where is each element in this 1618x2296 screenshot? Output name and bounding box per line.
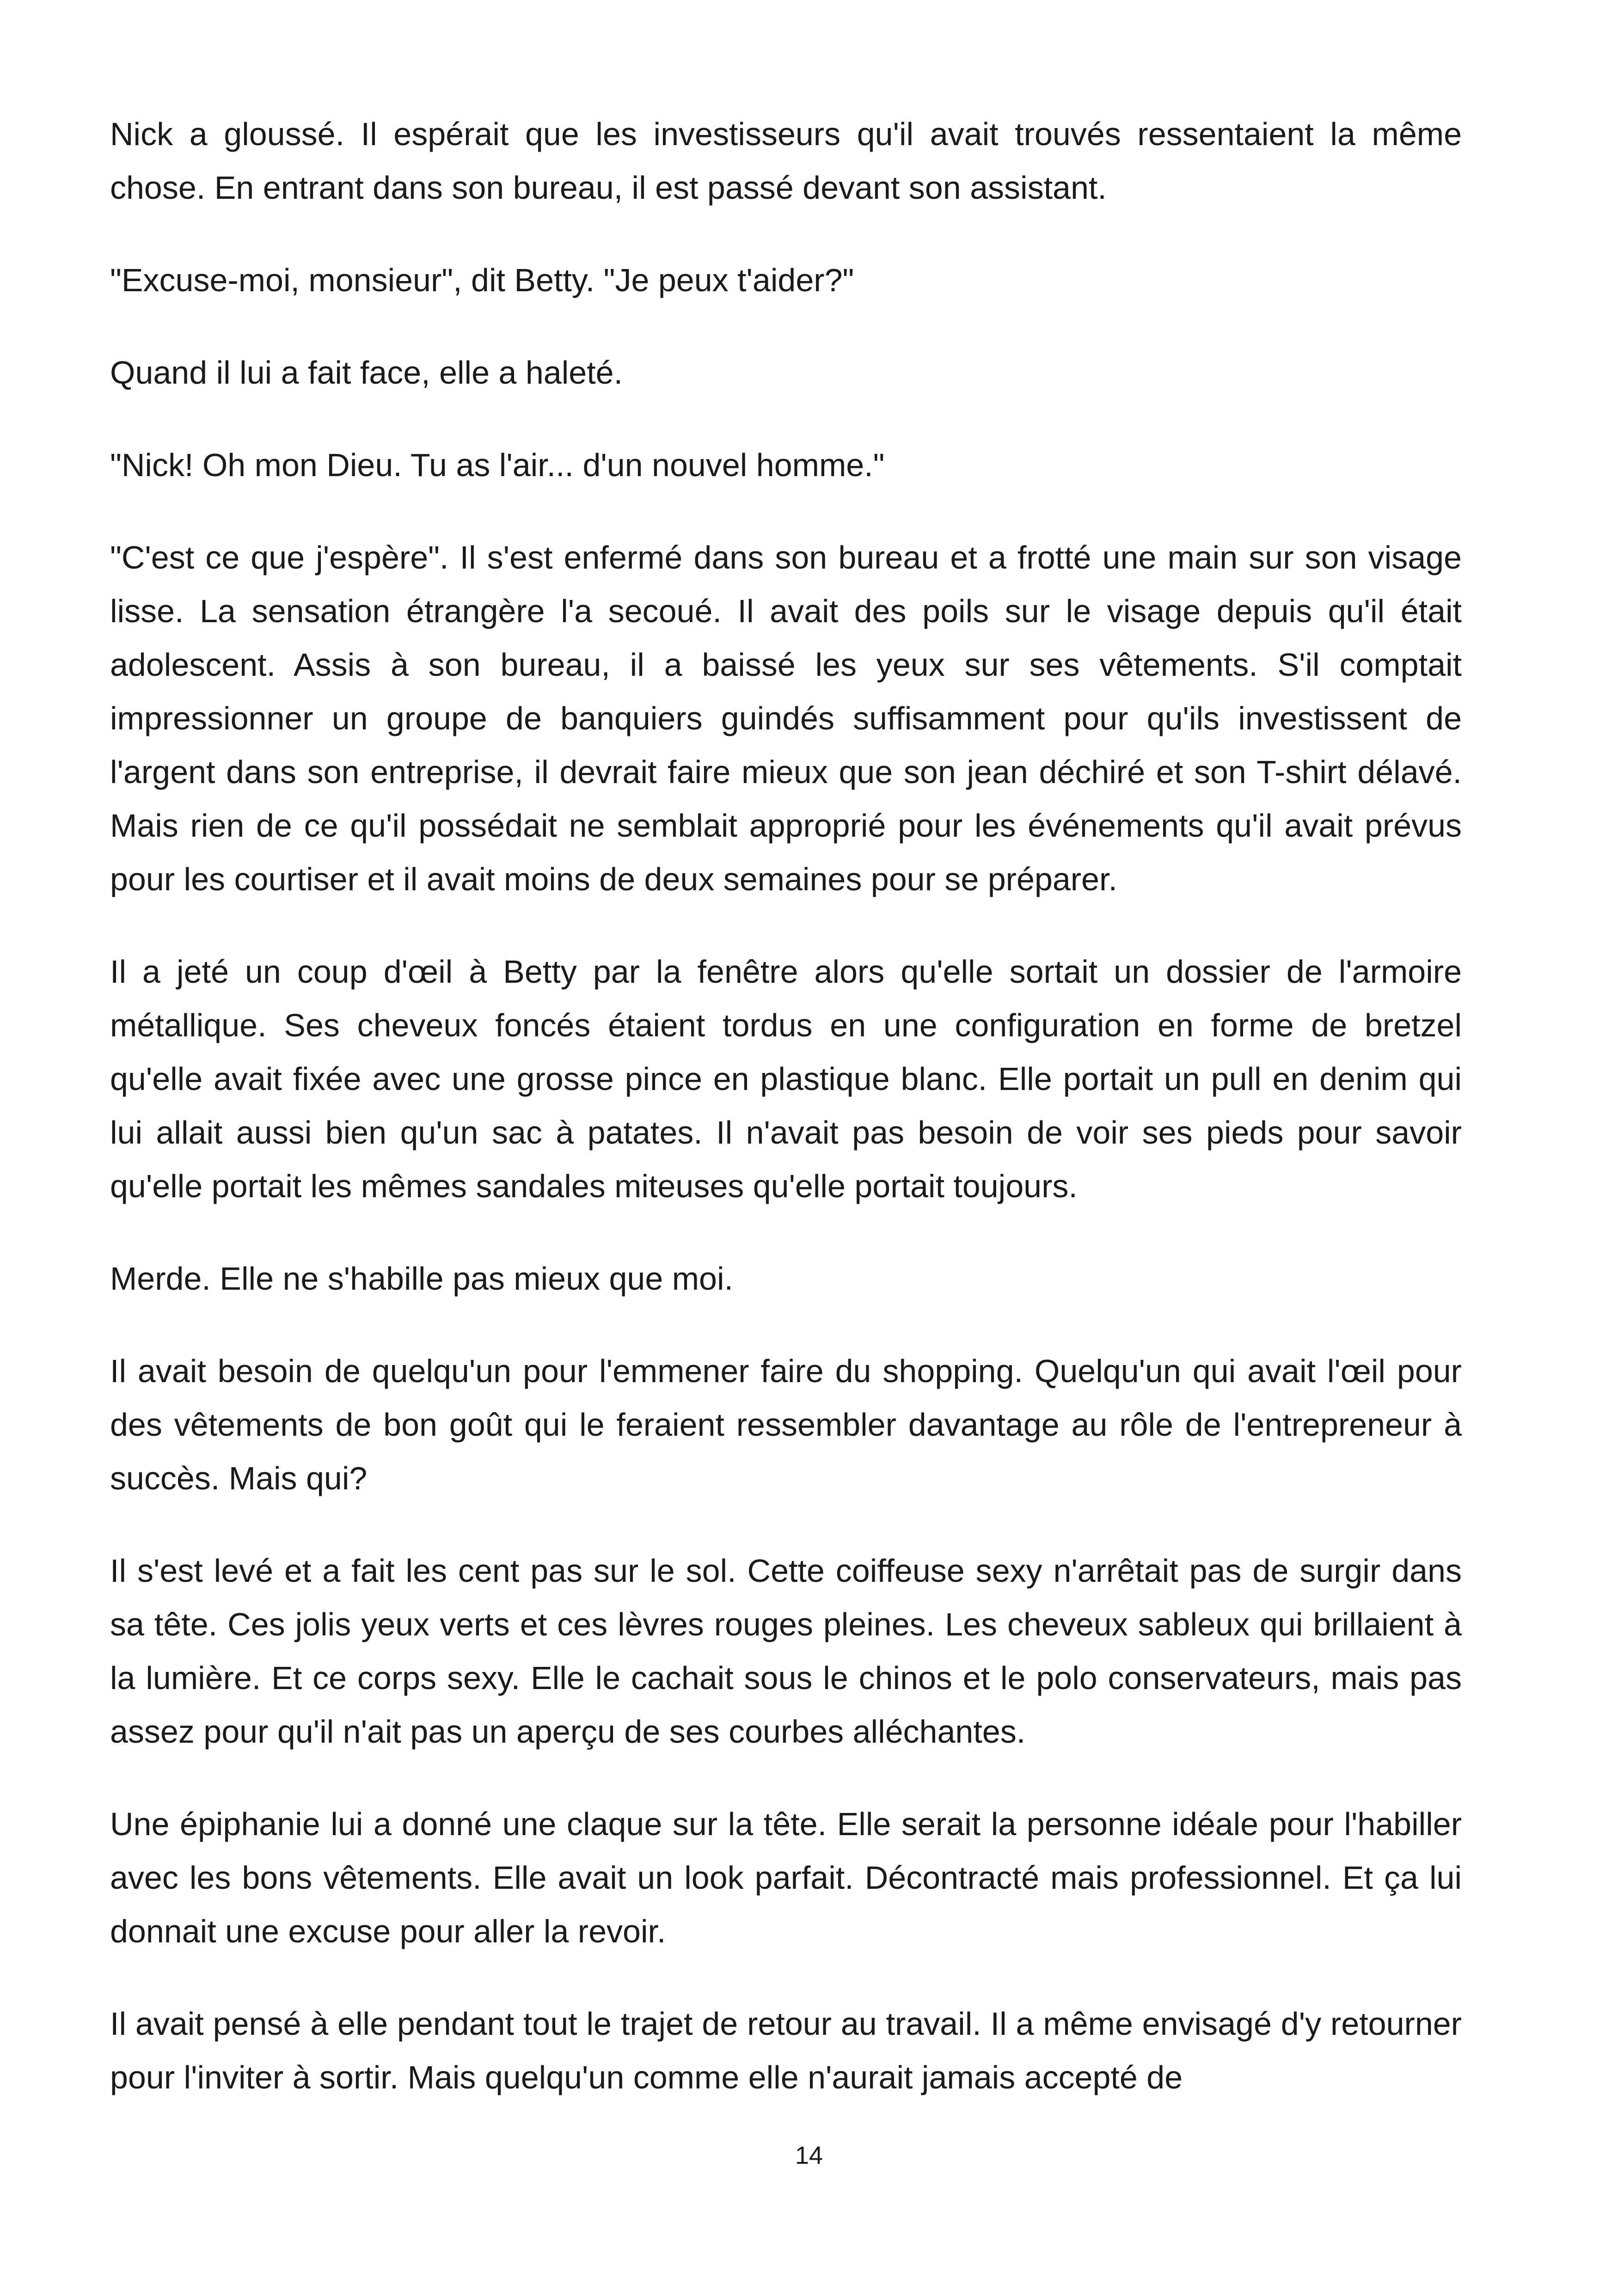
paragraph-3: Quand il lui a fait face, elle a haleté.	[110, 355, 623, 391]
paragraph-9: Il s'est levé et a fait les cent pas sur le sol. Cette coiffeuse sexy n'arrêtait pas de surgir dans sa tête. Ces jolis yeux verts et ces lèvres rouges pleines. Les cheveux sableux qui brillaient à la lumière. Et ce corps sexy. Elle le cachait sous le chinos et le polo conservateurs, mais pas assez pour qu'il n'ait pas un aperçu de ses courbes alléchantes.	[110, 1553, 1462, 1750]
paragraph-5: "C'est ce que j'espère". Il s'est enfermé dans son bureau et a frotté une main sur son visage lisse. La sensation étrangère l'a secoué. Il avait des poils sur le visage depuis qu'il était adolescent. Assis à son bureau, il a baissé les yeux sur ses vêtements. S'il comptait impressionner un groupe de banquiers guindés suffisamment pour qu'ils investissent de l'argent dans son entreprise, il devrait faire mieux que son jean déchiré et son T-shirt délavé. Mais rien de ce qu'il possédait ne semblait approprié pour les événements qu'il avait prévus pour les courtiser et il avait moins de deux semaines pour se préparer.	[110, 539, 1462, 897]
paragraph-1: Nick a gloussé. Il espérait que les investisseurs qu'il avait trouvés ressentaient la même chose. En entrant dans son bureau, il est passé devant son assistant.	[110, 116, 1462, 206]
paragraph-8: Il avait besoin de quelqu'un pour l'emmener faire du shopping. Quelqu'un qui avait l'œil pour des vêtements de bon goût qui le feraient ressembler davantage au rôle de l'entrepreneur à succès. Mais qui?	[110, 1353, 1462, 1496]
paragraph-2: "Excuse-moi, monsieur", dit Betty. "Je peux t'aider?"	[110, 262, 854, 298]
page-number: 14	[795, 2142, 823, 2169]
paragraph-4: "Nick! Oh mon Dieu. Tu as l'air... d'un nouvel homme."	[110, 447, 885, 483]
paragraph-6: Il a jeté un coup d'œil à Betty par la fenêtre alors qu'elle sortait un dossier de l'armoire métallique. Ses cheveux foncés étaient tordus en une configuration en forme de bretzel qu'elle avait fixée avec une grosse pince en plastique blanc. Elle portait un pull en denim qui lui allait aussi bien qu'un sac à patates. Il n'avait pas besoin de voir ses pieds pour savoir qu'elle portait les mêmes sandales miteuses qu'elle portait toujours.	[110, 954, 1462, 1204]
body-text	[110, 107, 1462, 2104]
paragraph-7: Merde. Elle ne s'habille pas mieux que moi.	[110, 1261, 733, 1297]
paragraph-11: Il avait pensé à elle pendant tout le trajet de retour au travail. Il a même envisagé d'y retourner pour l'inviter à sortir. Mais quelqu'un comme elle n'aurait jamais accepté de	[110, 2006, 1462, 2095]
paragraph-10: Une épiphanie lui a donné une claque sur la tête. Elle serait la personne idéale pour l'habiller avec les bons vêtements. Elle avait un look parfait. Décontracté mais professionnel. Et ça lui donnait une excuse pour aller la revoir.	[110, 1806, 1462, 1949]
